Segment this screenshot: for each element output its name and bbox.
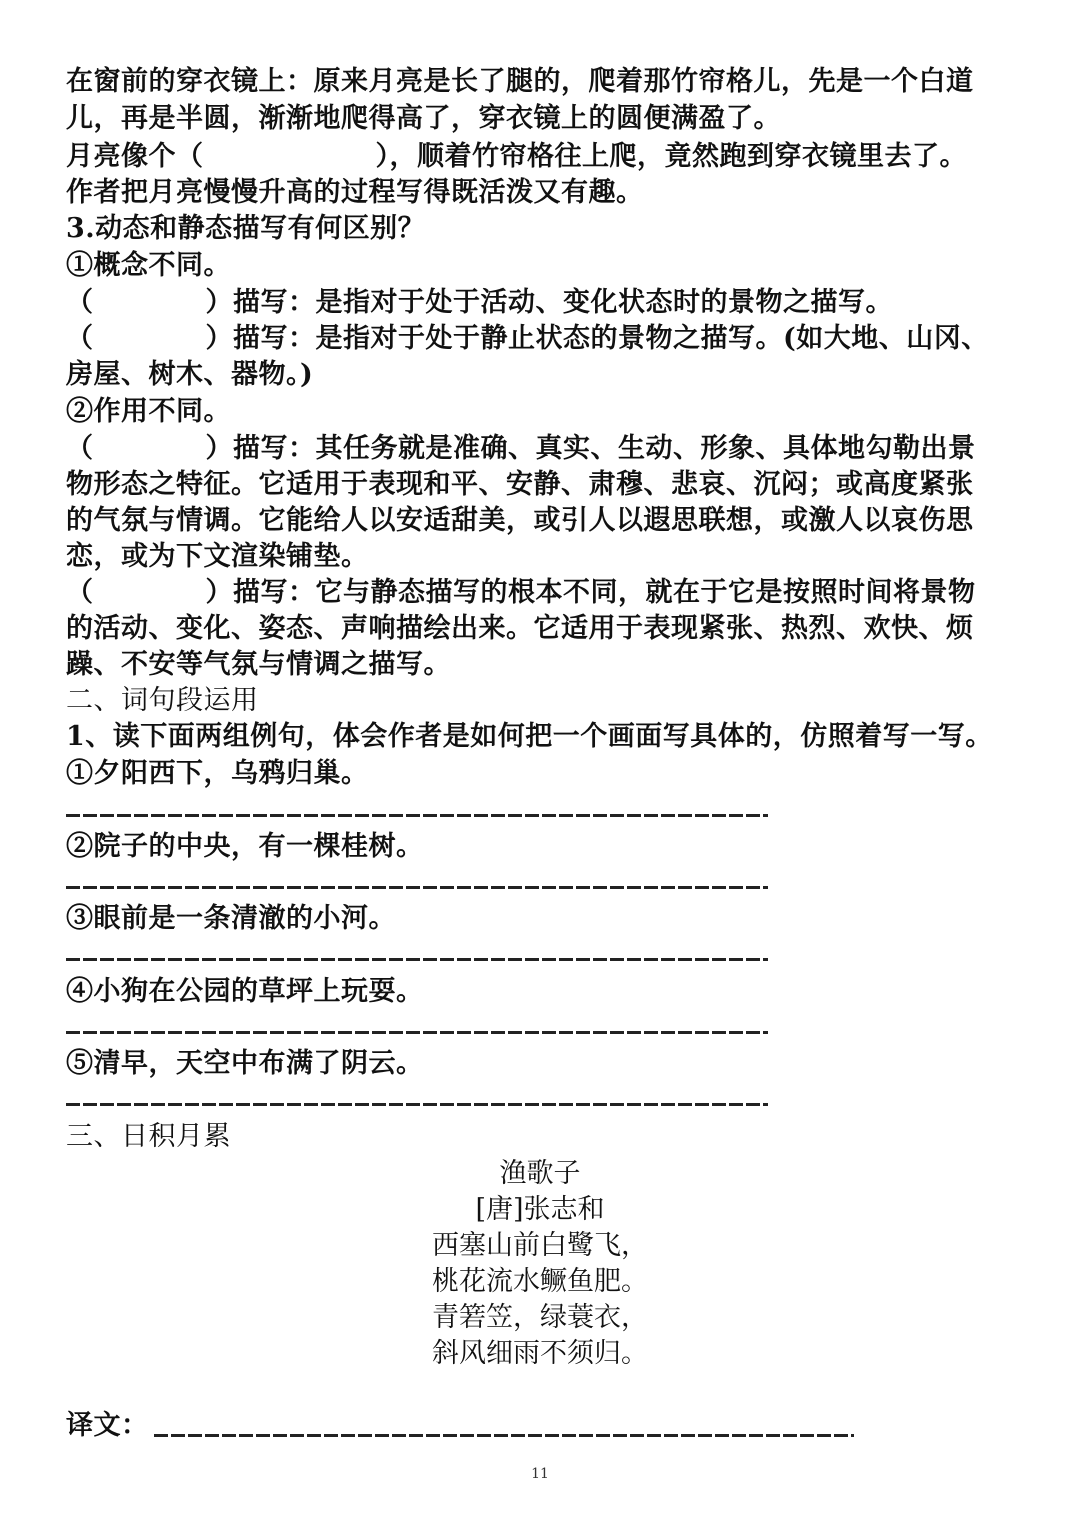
example-sentence: ⑤清早，天空中布满了阴云。: [66, 1048, 424, 1079]
sentence-end: ），顺着竹帘格往上爬，竟然跑到穿衣镜里去了。: [375, 141, 967, 172]
answer-line[interactable]: [66, 1031, 768, 1034]
paragraph-line: 的活动、变化、姿态、声响描绘出来。它适用于表现紧张、热烈、欢快、烦: [66, 613, 974, 644]
open-paren: （: [66, 577, 94, 608]
paragraph-line: 物形态之特征。它适用于表现和平、安静、肃穆、悲哀、沉闷；或高度紧张: [66, 469, 974, 500]
poem-author: [唐]张志和: [475, 1194, 605, 1225]
subheading: ②作用不同。: [66, 396, 231, 427]
poem-line: 西塞山前白鹭飞，: [432, 1230, 648, 1261]
example-sentence: ④小狗在公园的草坪上玩耍。: [66, 976, 424, 1007]
sentence-start: 月亮像个（: [66, 141, 204, 172]
question-title: 3.动态和静态描写有何区别？: [66, 213, 426, 244]
definition-text: ）描写：是指对于处于静止状态的景物之描写。(如大地、山冈、: [205, 323, 989, 354]
paragraph-line: 的气氛与情调。它能给人以安适甜美，或引人以遐思联想，或激人以哀伤思: [66, 505, 974, 536]
poem-title: 渔歌子: [499, 1158, 581, 1189]
section-heading: 二、词句段运用: [66, 685, 259, 716]
answer-line[interactable]: [66, 814, 768, 817]
paragraph-line: 儿，再是半圆，渐渐地爬得高了，穿衣镜上的圆便满盈了。: [66, 103, 781, 134]
fill-blank-line: [66, 431, 1026, 467]
page-number: 11: [531, 1466, 549, 1482]
poem-line: 桃花流水鳜鱼肥。: [432, 1266, 648, 1297]
fill-blank-line: [66, 285, 1026, 321]
example-sentence: ③眼前是一条清澈的小河。: [66, 903, 396, 934]
answer-line[interactable]: [66, 1103, 768, 1106]
fill-blank-line: [66, 575, 1026, 611]
paragraph-line: 房屋、树木、器物。): [66, 359, 314, 390]
subheading: ①概念不同。: [66, 250, 231, 281]
definition-text: ）描写：是指对于处于活动、变化状态时的景物之描写。: [205, 287, 893, 318]
answer-line[interactable]: [66, 958, 768, 961]
paragraph-line: 作者把月亮慢慢升高的过程写得既活泼又有趣。: [66, 177, 644, 208]
answer-line[interactable]: [66, 886, 768, 889]
example-sentence: ①夕阳西下，乌鸦归巢。: [66, 758, 369, 789]
poem-line: 青箬笠，绿蓑衣，: [432, 1302, 648, 1333]
open-paren: （: [66, 287, 94, 318]
poem-line: 斜风细雨不须归。: [432, 1338, 648, 1369]
translation-answer-line[interactable]: [154, 1434, 854, 1437]
open-paren: （: [66, 433, 94, 464]
paragraph-line: 在窗前的穿衣镜上：原来月亮是长了腿的，爬着那竹帘格儿，先是一个白道: [66, 66, 974, 97]
definition-text: ）描写：其任务就是准确、真实、生动、形象、具体地勾勒出景: [205, 433, 976, 464]
translation-label: 译文：: [66, 1410, 149, 1441]
fill-blank-line: [66, 321, 1026, 357]
section-heading: 三、日积月累: [66, 1121, 231, 1152]
paragraph-line: 恋，或为下文渲染铺垫。: [66, 541, 369, 572]
fill-blank-sentence: [66, 139, 1026, 175]
instruction: 1、读下面两组例句，体会作者是如何把一个画面写具体的，仿照着写一写。: [66, 721, 993, 752]
definition-text: ）描写：它与静态描写的根本不同，就在于它是按照时间将景物: [205, 577, 976, 608]
open-paren: （: [66, 323, 94, 354]
example-sentence: ②院子的中央，有一棵桂树。: [66, 831, 424, 862]
paragraph-line: 躁、不安等气氛与情调之描写。: [66, 649, 451, 680]
